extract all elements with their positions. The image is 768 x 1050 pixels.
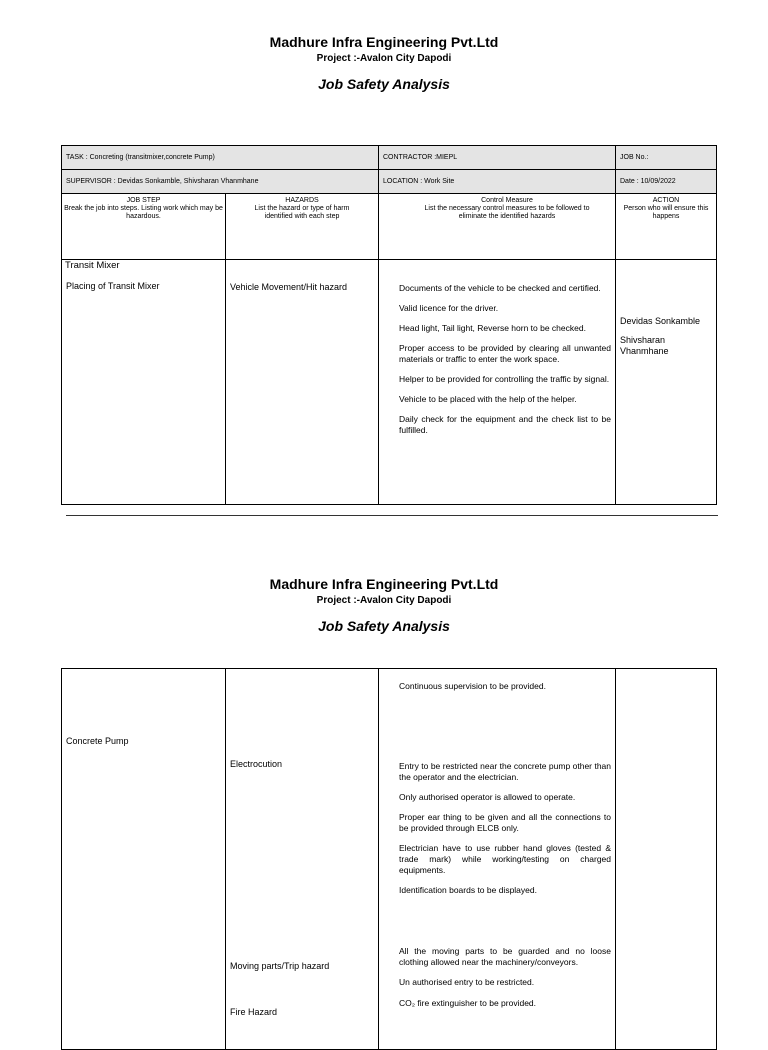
measure-item: Entry to be restricted near the concrete pump other than the operator and the electrician. bbox=[399, 761, 611, 782]
col-jobstep-header bbox=[62, 194, 226, 260]
supervisor-row bbox=[62, 170, 717, 194]
measure-item: Only authorised operator is allowed to operate. bbox=[399, 792, 576, 802]
col-control-title: Control Measure bbox=[481, 197, 533, 204]
control-measures-cell bbox=[379, 260, 616, 505]
supervisor-cell: SUPERVISOR : Devidas Sonkamble, Shivsharan Vhanmhane bbox=[62, 170, 379, 194]
measure-item: Identification boards to be displayed. bbox=[399, 885, 537, 895]
col-control-desc: List the necessary control measures to be followed to eliminate the identified hazards bbox=[424, 205, 590, 220]
step-label-page2: Concrete Pump bbox=[66, 736, 129, 746]
measure-item: Daily check for the equipment and the check list to be fulfilled. bbox=[399, 414, 611, 435]
company-name: Madhure Infra Engineering Pvt.Ltd bbox=[269, 34, 499, 50]
col-action-desc: Person who will ensure this happens bbox=[623, 205, 709, 220]
col-control-header bbox=[379, 194, 616, 260]
step-label: Placing of Transit Mixer bbox=[66, 281, 160, 291]
col-action-header bbox=[616, 194, 717, 260]
col-hazards-title: HAZARDS bbox=[285, 197, 319, 204]
jsa-table-page1 bbox=[61, 145, 717, 505]
measure-item: CO₂ fire extinguisher to be provided. bbox=[399, 998, 537, 1008]
page-divider bbox=[66, 515, 718, 516]
hazard-cell bbox=[226, 260, 379, 505]
company-name-page2: Madhure Infra Engineering Pvt.Ltd bbox=[269, 576, 499, 592]
task-cell: TASK : Concreting (transitmixer,concrete Pump) bbox=[62, 146, 379, 170]
transit-mixer-row bbox=[62, 260, 717, 505]
col-jobstep-title: JOB STEP bbox=[126, 197, 161, 204]
col-jobstep-desc: Break the job into steps. Listing work which may be hazardous. bbox=[64, 205, 223, 220]
concrete-pump-row bbox=[62, 669, 717, 1050]
job-no-cell: JOB No.: bbox=[616, 146, 717, 170]
project-name-page2: Project :-Avalon City Dapodi bbox=[316, 595, 452, 606]
measure-item: Documents of the vehicle to be checked and certified. bbox=[399, 283, 601, 293]
measure-item: Head light, Tail light, Reverse horn to be checked. bbox=[399, 323, 586, 333]
action-person-2: Shivsharan Vhanmhane bbox=[620, 335, 669, 356]
measure-item: Proper ear thing to be given and all the connections to be provided through ELCB only. bbox=[399, 812, 611, 833]
column-header-row bbox=[62, 194, 717, 260]
measure-item: Helper to be provided for controlling the traffic by signal. bbox=[399, 374, 610, 384]
jobstep-cell bbox=[62, 260, 226, 505]
col-hazards-desc: List the hazard or type of harm identified with each step bbox=[254, 205, 350, 220]
document-title: Job Safety Analysis bbox=[318, 76, 450, 92]
document-title-page2: Job Safety Analysis bbox=[318, 618, 450, 634]
hazard-label: Vehicle Movement/Hit hazard bbox=[230, 282, 348, 292]
hazard-cell-page2 bbox=[226, 669, 379, 1050]
measure-item: Electrician have to use rubber hand gloves (tested & trade mark) while working/testing on charged equipments. bbox=[399, 843, 611, 875]
col-action-title: ACTION bbox=[652, 197, 680, 204]
measure-item: All the moving parts to be guarded and no loose clothing allowed near the machinery/conveyors. bbox=[399, 946, 611, 967]
task-row bbox=[62, 146, 717, 170]
location-cell: LOCATION : Work Site bbox=[379, 170, 616, 194]
action-person-1: Devidas Sonkamble bbox=[620, 316, 701, 326]
jsa-table-page2 bbox=[61, 668, 717, 1050]
measure-item: Vehicle to be placed with the help of the helper. bbox=[399, 394, 577, 404]
project-name: Project :-Avalon City Dapodi bbox=[316, 53, 452, 64]
measure-item: Proper access to be provided by clearing all unwanted materials or traffic to enter the work space. bbox=[399, 343, 611, 364]
hazard-moving-parts: Moving parts/Trip hazard bbox=[230, 961, 330, 971]
date-cell: Date : 10/09/2022 bbox=[616, 170, 717, 194]
action-cell-page2 bbox=[616, 669, 717, 1050]
measure-item: Valid licence for the driver. bbox=[399, 303, 499, 313]
contractor-cell: CONTRACTOR :MIEPL bbox=[379, 146, 616, 170]
col-hazards-header bbox=[226, 194, 379, 260]
measure-item: Un authorised entry to be restricted. bbox=[399, 977, 535, 987]
step-group-label: Transit Mixer bbox=[65, 260, 120, 271]
control-measures-cell-page2 bbox=[379, 669, 616, 1050]
hazard-fire: Fire Hazard bbox=[230, 1007, 278, 1017]
action-cell bbox=[616, 260, 717, 505]
measure-item: Continuous supervision to be provided. bbox=[399, 681, 546, 691]
jobstep-cell-page2 bbox=[62, 669, 226, 1050]
hazard-electrocution: Electrocution bbox=[230, 759, 283, 769]
